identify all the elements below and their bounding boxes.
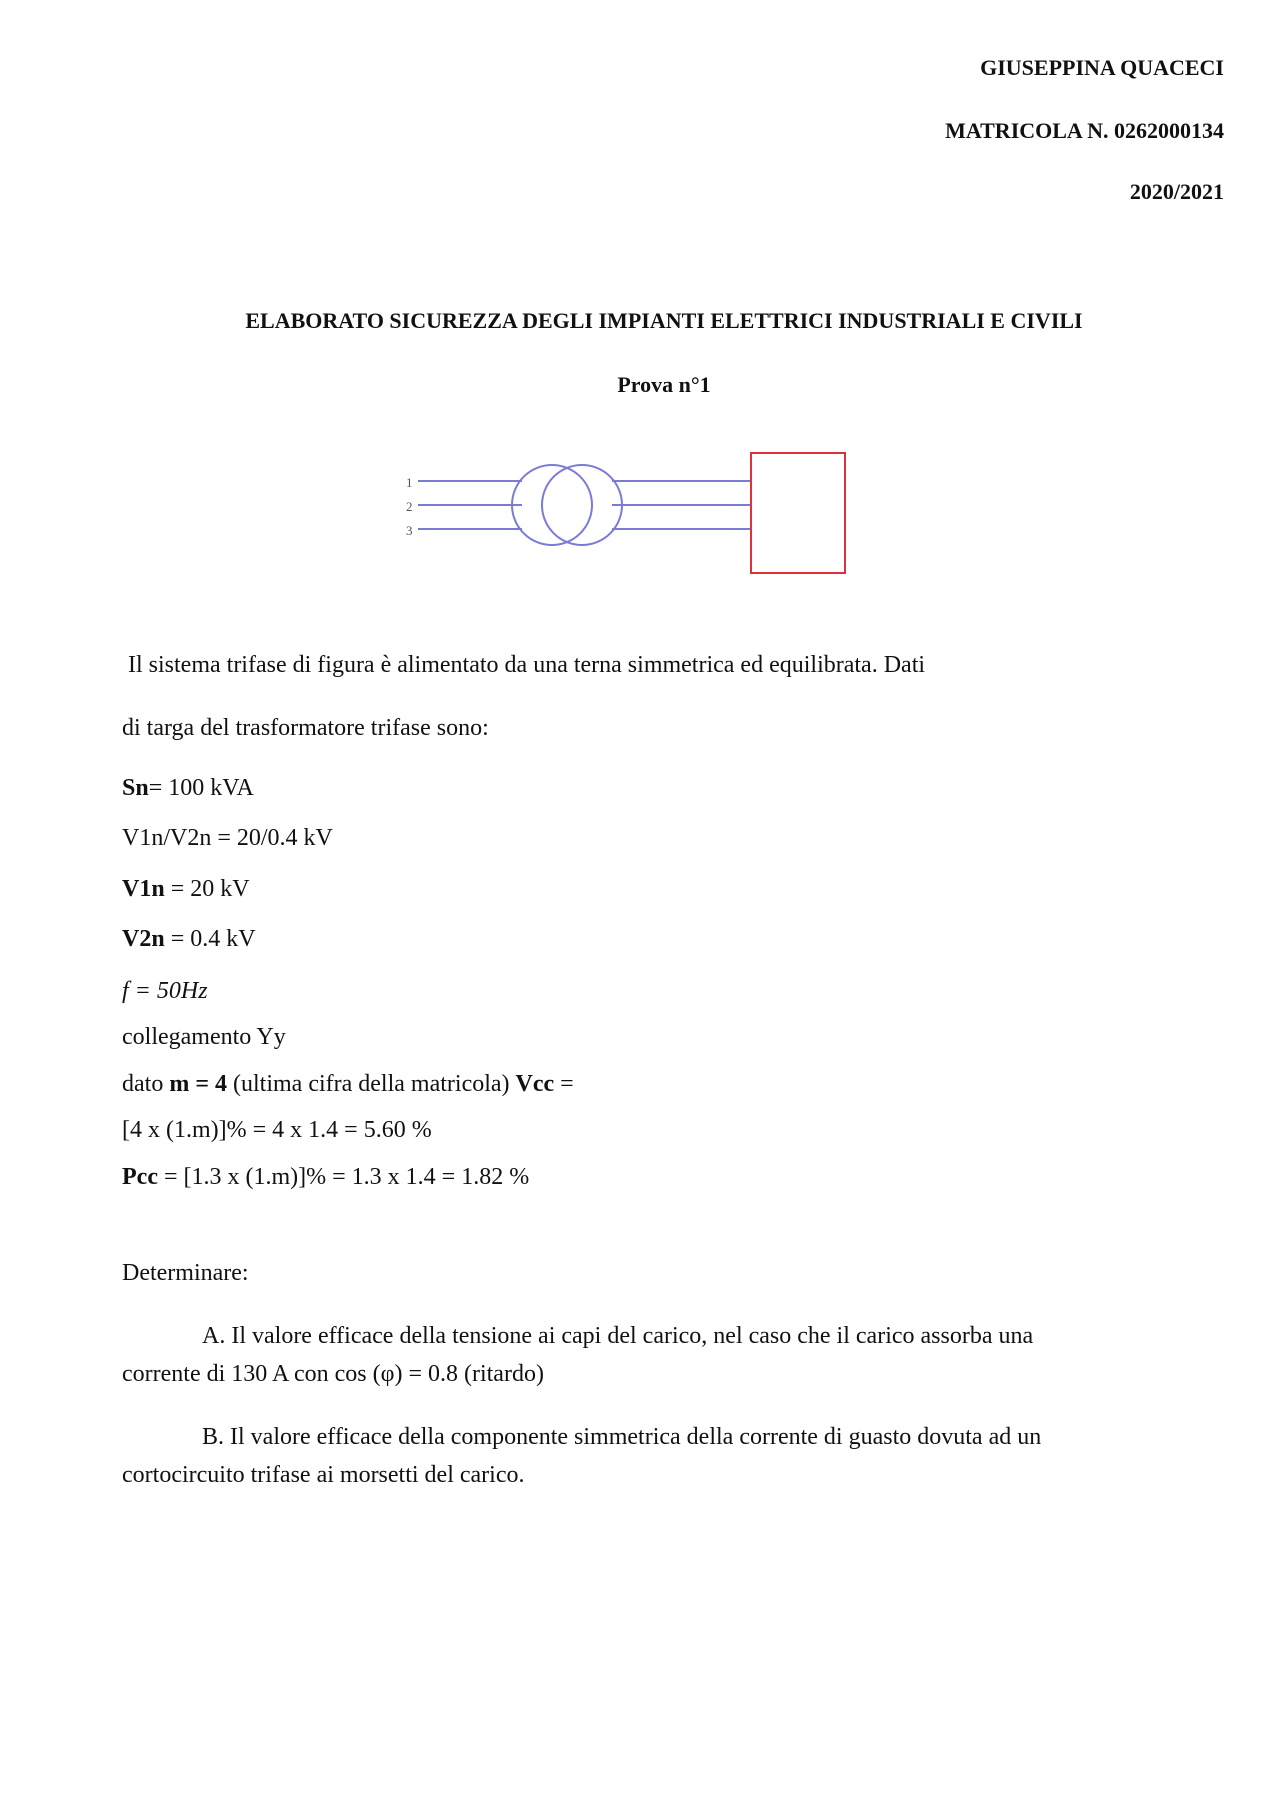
determine-heading: Determinare: <box>122 1260 249 1286</box>
v2n-value: = 0.4 kV <box>164 926 256 952</box>
student-id: MATRICOLA N. 0262000134 <box>945 118 1224 143</box>
question-b-line-2: cortocircuito trifase ai morsetti del carico. <box>122 1462 525 1488</box>
sn-row <box>122 775 254 802</box>
frequency-row <box>122 978 208 1005</box>
phase-lines <box>418 465 750 545</box>
intro-line-2: di targa del trasformatore trifase sono: <box>122 715 489 741</box>
frequency: f = 50Hz <box>122 978 208 1004</box>
secondary-winding-circle <box>542 465 622 545</box>
m-label: m = 4 <box>169 1071 227 1097</box>
ratio-row: V1n/V2n = 20/0.4 kV <box>122 825 333 851</box>
m-row <box>122 1071 574 1098</box>
v2n-row <box>122 926 256 953</box>
sn-value: = 100 kVA <box>148 775 254 801</box>
author-name: GIUSEPPINA QUACECI <box>980 55 1224 80</box>
vcc-label: Vcc <box>515 1071 555 1097</box>
phase-label-1: 1 <box>406 475 413 490</box>
sn-label: Sn <box>122 775 149 801</box>
question-a-line-1: A. Il valore efficace della tensione ai capi del carico, nel caso che il carico assorba una <box>202 1323 1034 1349</box>
v1n-label: V1n <box>122 876 165 902</box>
pcc-row <box>122 1164 529 1191</box>
v2n-label: V2n <box>122 926 165 952</box>
vcc-suffix: = <box>554 1071 574 1097</box>
m-middle: (ultima cifra della matricola) <box>227 1071 516 1097</box>
document-subtitle: Prova n°1 <box>617 372 711 397</box>
intro-line-1: Il sistema trifase di figura è alimentato da una terna simmetrica ed equilibrata. Dati <box>128 652 926 678</box>
pcc-formula: = [1.3 x (1.m)]% = 1.3 x 1.4 = 1.82 % <box>157 1164 530 1190</box>
document-title: ELABORATO SICUREZZA DEGLI IMPIANTI ELETTRICI INDUSTRIALI E CIVILI <box>245 308 1083 333</box>
pcc-label: Pcc <box>122 1164 158 1190</box>
transformer-diagram <box>400 445 860 580</box>
connection-row: collegamento Yy <box>122 1024 286 1050</box>
vcc-formula: [4 x (1.m)]% = 4 x 1.4 = 5.60 % <box>122 1117 432 1143</box>
v1n-row <box>122 876 250 903</box>
academic-year: 2020/2021 <box>1129 179 1224 204</box>
primary-winding-circle <box>512 465 592 545</box>
question-b-line-1: B. Il valore efficace della componente simmetrica della corrente di guasto dovuta ad un <box>202 1424 1042 1450</box>
phase-label-3: 3 <box>406 523 413 538</box>
m-prefix: dato <box>122 1071 170 1097</box>
v1n-value: = 20 kV <box>164 876 250 902</box>
question-a-line-2: corrente di 130 A con cos (φ) = 0.8 (ritardo) <box>122 1361 544 1387</box>
load-box <box>751 453 845 573</box>
phase-label-2: 2 <box>406 499 413 514</box>
